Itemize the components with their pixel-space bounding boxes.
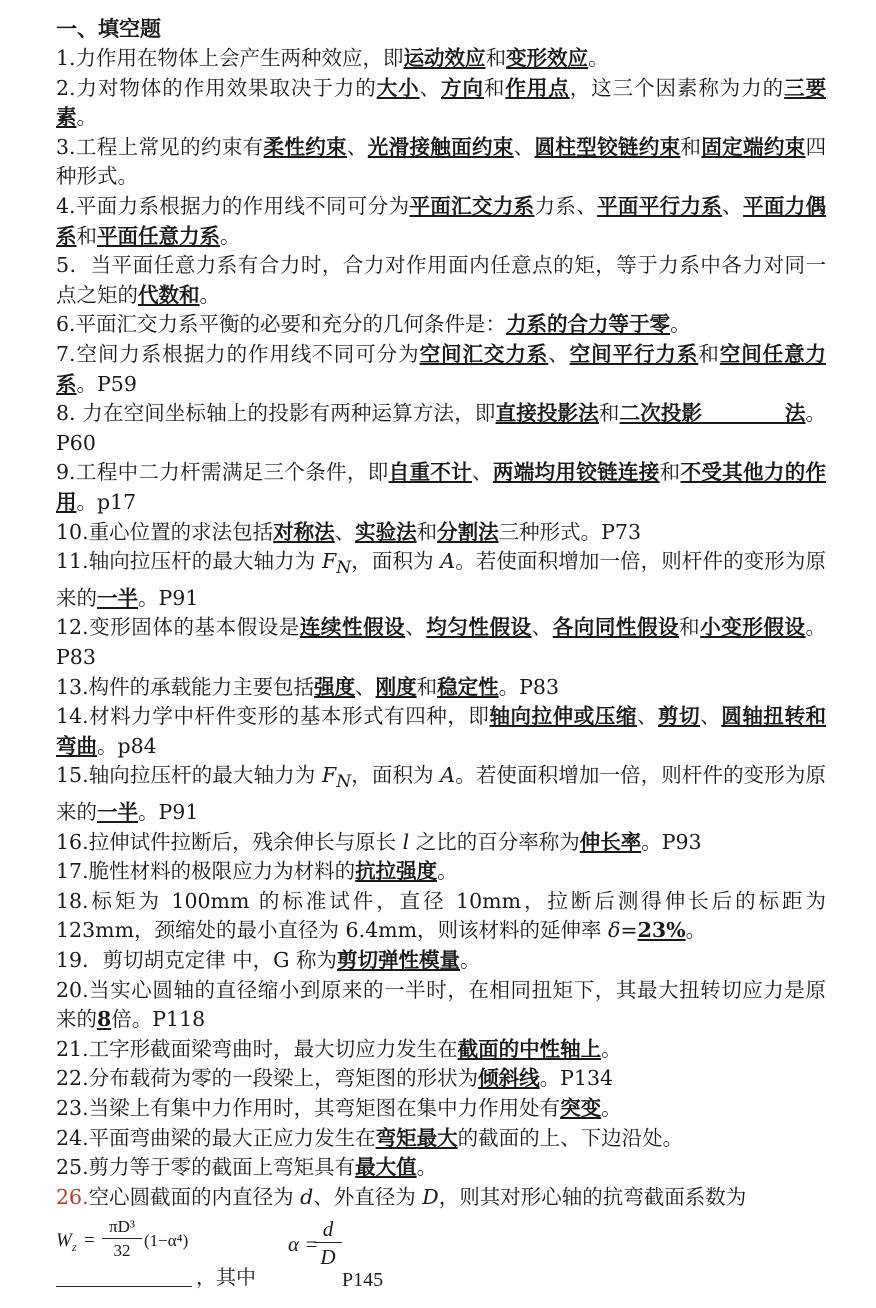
question-text: 的截面的上、下边沿处。 bbox=[457, 1125, 684, 1150]
question-item bbox=[56, 1153, 826, 1183]
question-text: 13.构件的承载能力主要包括 bbox=[56, 674, 315, 699]
question-item bbox=[56, 887, 826, 946]
question-text: 和 bbox=[416, 674, 438, 699]
question-text: 。 bbox=[601, 1095, 622, 1120]
question-text: 11.轴向拉压杆的最大轴力为 bbox=[56, 549, 322, 574]
answer-text: 刚度 bbox=[375, 674, 417, 699]
formula-equals: = bbox=[84, 1230, 95, 1252]
fraction-denominator: 32 bbox=[113, 1241, 131, 1261]
document bbox=[56, 14, 826, 1308]
answer-text: 方向 bbox=[441, 75, 484, 100]
question-text: 、 bbox=[355, 674, 376, 699]
answer-text: 空间平行力系 bbox=[569, 341, 699, 366]
answer-text: 最大值 bbox=[355, 1155, 417, 1180]
answer-text: 各向同性假设 bbox=[552, 615, 680, 640]
question-text: 。 bbox=[601, 1036, 622, 1061]
question-text: 和 bbox=[698, 341, 720, 366]
formula-underline bbox=[56, 1286, 192, 1287]
answer-text: 均匀性假设 bbox=[426, 615, 532, 640]
answer-text: 光滑接触面约束 bbox=[367, 134, 514, 159]
question-text: 20.当实心圆轴的直径缩小到原来的一半时，在相同扭矩下，其最大扭转切应力是原来的 bbox=[56, 977, 826, 1032]
question-text: 5．当平面任意力系有合力时，合力对作用面内任意点的矩，等于力系中各力对同一点之矩的 bbox=[56, 253, 826, 307]
answer-text: 分割法 bbox=[437, 519, 499, 544]
question-text: ，面积为 bbox=[351, 549, 441, 574]
answer-text: 圆柱型铰链约束 bbox=[534, 134, 681, 159]
question-text: 和 bbox=[483, 75, 506, 100]
question-item bbox=[56, 310, 826, 340]
formula-separator: ，其中 bbox=[196, 1267, 256, 1290]
question-text: 和 bbox=[680, 134, 702, 159]
math-symbol: F bbox=[321, 763, 337, 788]
answer-text: 变形效应 bbox=[506, 46, 589, 70]
answer-text: 平面平行力系 bbox=[597, 193, 723, 218]
question-text: 。 bbox=[588, 46, 609, 70]
question-text: 。 bbox=[416, 1155, 438, 1180]
answer-text: 三要素 bbox=[56, 75, 827, 130]
question-text: 。P91 bbox=[138, 800, 199, 825]
question-item bbox=[56, 192, 826, 251]
answer-text: 自重不计 bbox=[388, 460, 472, 485]
question-text: 6.平面汇交力系平衡的必要和充分的几何条件是： bbox=[56, 312, 507, 337]
question-text: 和 bbox=[76, 223, 97, 248]
question-text: 。P93 bbox=[641, 829, 702, 854]
question-item bbox=[56, 74, 826, 133]
answer-text: 力系的合力等于零 bbox=[506, 312, 671, 337]
question-text: 。P83 bbox=[56, 615, 827, 669]
question-text: 。 bbox=[685, 918, 707, 943]
question-item bbox=[56, 946, 826, 976]
question-text: 3.工程上常见的约束有 bbox=[56, 134, 264, 159]
question-text: 和 bbox=[598, 401, 620, 426]
answer-text: 小变形假设 bbox=[700, 615, 806, 640]
question-text: 19．剪切胡克定律 中，G 称为 bbox=[56, 948, 337, 972]
question-text: 15.轴向拉压杆的最大轴力为 bbox=[56, 763, 322, 788]
answer-text: 对称法 bbox=[273, 519, 335, 544]
question-text: 1.力作用在物体上会产生两种效应，即 bbox=[56, 46, 404, 70]
question-item bbox=[56, 1064, 826, 1094]
formula-block bbox=[56, 1216, 826, 1308]
question-text: 23.当梁上有集中力作用时，其弯矩图在集中力作用处有 bbox=[56, 1095, 561, 1120]
answer-text: 大小 bbox=[376, 75, 420, 100]
question-item bbox=[56, 399, 826, 458]
question-item bbox=[56, 761, 826, 827]
answer-text: 一半 bbox=[97, 585, 138, 610]
question-text: 。P83 bbox=[498, 674, 559, 699]
math-symbol: d bbox=[300, 1184, 314, 1209]
question-text: 14.材料力学中杆件变形的基本形式有四种，即 bbox=[56, 704, 490, 729]
question-text: 。P60 bbox=[56, 401, 827, 455]
question-text: 、 bbox=[636, 704, 659, 729]
question-text: 、外直径为 bbox=[313, 1184, 423, 1209]
question-text: 三种形式。P73 bbox=[498, 519, 641, 544]
question-text: 24.平面弯曲梁的最大正应力发生在 bbox=[56, 1125, 376, 1150]
question-text: 力系、 bbox=[534, 193, 598, 218]
question-text: 、 bbox=[346, 134, 368, 159]
question-text: 和 bbox=[659, 460, 681, 485]
question-text: 。 bbox=[670, 312, 691, 337]
question-text: ，则其对形心轴的抗弯截面系数为 bbox=[438, 1184, 747, 1209]
formula-fraction bbox=[102, 1216, 142, 1263]
question-text: 16.拉伸试件拉断后，残余伸长与原长 bbox=[56, 829, 403, 854]
question-text: 21.工字形截面梁弯曲时，最大切应力发生在 bbox=[56, 1036, 458, 1061]
answer-text: 8 bbox=[97, 1007, 112, 1032]
answer-text: 轴向拉伸或压缩 bbox=[489, 704, 637, 729]
question-item bbox=[56, 828, 826, 858]
answer-text: 伸长率 bbox=[579, 829, 642, 854]
math-symbol: N bbox=[336, 772, 352, 793]
math-symbol: F bbox=[321, 549, 337, 574]
answer-text: 截面的中性轴上 bbox=[457, 1036, 602, 1061]
answer-text: 作用点 bbox=[505, 75, 570, 100]
question-text: 和 bbox=[679, 615, 701, 640]
question-item bbox=[56, 44, 826, 74]
question-item bbox=[56, 613, 826, 672]
alpha-fraction bbox=[314, 1216, 342, 1271]
question-item bbox=[56, 976, 826, 1035]
question-text: 。若使面积增加一倍，则杆件的变形为原来的 bbox=[56, 549, 826, 610]
answer-text: 代数和 bbox=[138, 282, 200, 307]
answer-text: 平面汇交力系 bbox=[409, 193, 535, 218]
question-text: 空心圆截面的内直径为 bbox=[88, 1184, 301, 1209]
question-text: 、 bbox=[405, 615, 427, 640]
question-item bbox=[56, 857, 826, 887]
question-text: 8. 力在空间坐标轴上的投影有两种运算方法，即 bbox=[56, 401, 496, 426]
question-item bbox=[56, 1124, 826, 1154]
answer-text: 空间汇交力系 bbox=[419, 341, 549, 366]
question-text: 。p84 bbox=[97, 733, 157, 758]
answer-text: 空间任意力系 bbox=[56, 341, 827, 396]
answer-text: 突变 bbox=[560, 1095, 602, 1120]
question-text: 、 bbox=[700, 704, 722, 729]
answer-text: 23% bbox=[637, 918, 686, 943]
answer-text: 稳定性 bbox=[437, 674, 499, 699]
question-item bbox=[56, 702, 826, 761]
section-heading: 一、填空题 bbox=[56, 17, 161, 41]
question-text: = bbox=[620, 918, 638, 943]
question-number: 26. bbox=[56, 1184, 89, 1209]
answer-text: 不受其他力的作用 bbox=[56, 460, 827, 514]
answer-text: 平面任意力系 bbox=[97, 223, 220, 248]
question-text: 。 bbox=[220, 223, 241, 248]
question-text: 。 bbox=[199, 282, 220, 307]
answer-text: 弯矩最大 bbox=[375, 1125, 458, 1150]
question-text: 9.工程中二力杆需满足三个条件，即 bbox=[56, 460, 389, 485]
question-text: 。若使面积增加一倍，则杆件的变形为原来的 bbox=[56, 763, 826, 825]
fraction-numerator: πD³ bbox=[102, 1216, 142, 1239]
question-item bbox=[56, 1183, 826, 1213]
answer-text: 一半 bbox=[97, 800, 138, 825]
question-text: 18.标矩为 100mm 的标准试件，直径 10mm，拉断后测得伸长后的标距为 123mm，颈缩处的最小直径为 6.4mm，则该材料的延伸率 bbox=[56, 888, 826, 943]
question-text: 。P59 bbox=[76, 371, 137, 396]
answer-text: 二次投影 法 bbox=[619, 401, 806, 426]
question-text: 4.平面力系根据力的作用线不同可分为 bbox=[56, 193, 410, 218]
answer-text: 倾斜线 bbox=[478, 1066, 540, 1091]
question-item bbox=[56, 340, 826, 399]
question-list bbox=[56, 44, 826, 1212]
question-text: 倍。P118 bbox=[111, 1007, 206, 1032]
question-item bbox=[56, 547, 826, 613]
question-text: 、 bbox=[722, 193, 743, 218]
formula-factor: (1−α⁴) bbox=[144, 1231, 189, 1251]
question-text: 、 bbox=[531, 615, 553, 640]
question-text: 。p17 bbox=[76, 489, 137, 514]
math-symbol: δ bbox=[608, 918, 621, 943]
page-reference: P145 bbox=[342, 1269, 384, 1292]
question-text: 2.力对物体的作用效果取决于力的 bbox=[56, 75, 377, 100]
answer-text: 剪切 bbox=[658, 704, 701, 729]
alpha-numerator: d bbox=[314, 1216, 342, 1243]
answer-text: 剪切弹性模量 bbox=[337, 948, 460, 972]
question-item bbox=[56, 251, 826, 310]
question-text: 、 bbox=[513, 134, 535, 159]
question-item bbox=[56, 673, 826, 703]
question-text: 、 bbox=[471, 460, 493, 485]
question-text: 25.剪力等于零的截面上弯矩具有 bbox=[56, 1155, 356, 1180]
question-text: 12.变形固体的基本假设是 bbox=[56, 615, 300, 640]
answer-text: 柔性约束 bbox=[263, 134, 347, 159]
answer-text: 平面力偶系 bbox=[56, 193, 827, 248]
math-symbol: N bbox=[336, 558, 352, 579]
alpha-denominator: D bbox=[320, 1245, 336, 1270]
answer-text: 抗拉强度 bbox=[355, 859, 438, 884]
question-text: 和 bbox=[416, 519, 438, 544]
answer-text: 直接投影法 bbox=[495, 401, 599, 426]
question-item bbox=[56, 458, 826, 517]
question-text: ，面积为 bbox=[351, 763, 441, 788]
question-item bbox=[56, 1035, 826, 1065]
question-text: 10.重心位置的求法包括 bbox=[56, 519, 274, 544]
answer-text: 圆轴扭转和弯曲 bbox=[56, 704, 827, 758]
question-text: 之比的百分率称为 bbox=[409, 829, 580, 854]
question-text: 、 bbox=[548, 341, 570, 366]
question-item bbox=[56, 1094, 826, 1124]
answer-text: 实验法 bbox=[355, 519, 417, 544]
answer-text: 固定端约束 bbox=[701, 134, 806, 159]
question-text: 。 bbox=[460, 948, 481, 972]
question-text: 、 bbox=[419, 75, 442, 100]
question-text: ，这三个因素称为力的 bbox=[569, 75, 785, 100]
formula-wz: $W_z$ bbox=[56, 1230, 77, 1255]
question-text: 7.空间力系根据力的作用线不同可分为 bbox=[56, 341, 420, 366]
answer-text: 连续性假设 bbox=[299, 615, 406, 640]
question-text: 。 bbox=[437, 859, 458, 884]
alpha-label: α = bbox=[288, 1232, 319, 1257]
math-symbol: A bbox=[440, 549, 456, 574]
question-text: 四种形式。 bbox=[56, 134, 827, 189]
question-text: 。P134 bbox=[539, 1066, 614, 1091]
question-text: 22.分布载荷为零的一段梁上，弯矩图的形状为 bbox=[56, 1066, 479, 1091]
answer-text: 两端均用铰链连接 bbox=[492, 460, 660, 485]
question-text: 17.脆性材料的极限应力为材料的 bbox=[56, 859, 356, 884]
math-symbol: D bbox=[422, 1184, 439, 1209]
question-text: 。 bbox=[76, 105, 97, 130]
math-symbol: A bbox=[440, 763, 456, 788]
question-text: 和 bbox=[485, 46, 507, 70]
question-text: 。P91 bbox=[138, 585, 199, 610]
question-text: 、 bbox=[334, 519, 356, 544]
answer-text: 运动效应 bbox=[403, 46, 486, 70]
answer-text: 强度 bbox=[314, 674, 356, 699]
question-item bbox=[56, 133, 826, 192]
question-item bbox=[56, 518, 826, 548]
math-symbol: l bbox=[402, 829, 410, 854]
